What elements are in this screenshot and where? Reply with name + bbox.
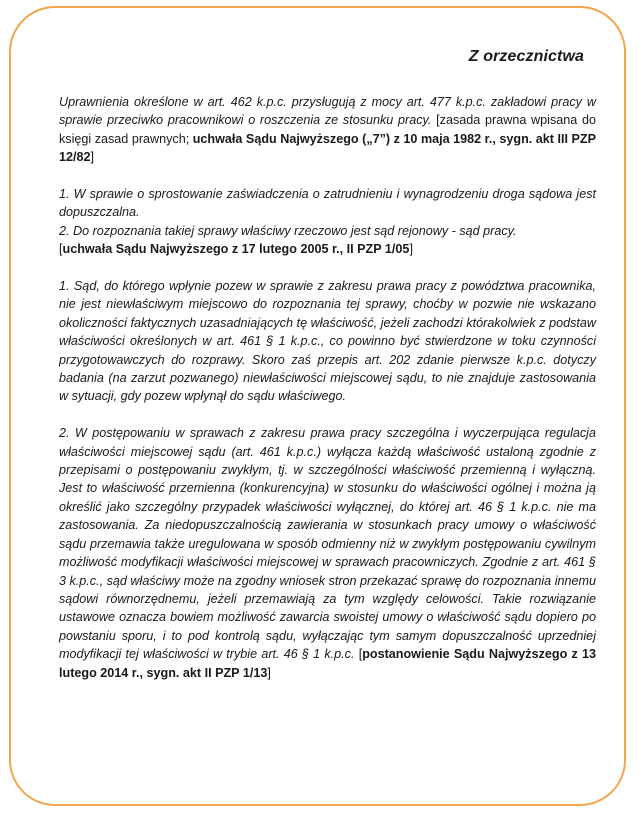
- ruling-1-source-note: [zasada prawna wpisana do księgi zasad prawnych;: [59, 113, 597, 146]
- ruling-4-text: 2. W postępowaniu w sprawach z zakresu prawa pracy szczególna i wyczerpująca regulacja właściwości miejscowej sądu (art. 461 k.p.c.) wyłącza każdą właściwość ustaloną zgodnie z przepisami o postępowaniu zwykłym, tj. w szczególności właściwość przemienną i wyłączną. Jest to właściwość przemienna (konkurencyjna) w stosunku do właściwości ogólnej i można ją określić jako szczególny przypadek właściwości wyłącznej, do której art. 46 § 1 k.p.c. nie ma zastosowania. Za niedopuszczalnością zawierania w stosunkach pracy umowy o właściwość sądu przemawia także uregulowana w sposób odmienny niż w zwykłym postępowaniu cywilnym możliwość modyfikacji właściwości miejscowej w sprawach pracowniczych. Zgodnie z art. 461 § 3 k.p.c., sąd właściwy może na zgodny wniosek stron przekazać sprawę do rozpoznania innemu sądowi równorzędnemu, jeżeli przemawiają za tym względy celowości. Takie rozwiązanie ustawowe oznacza bowiem możliwość zawarcia swoistej umowy o właściwość sądu dopiero po powstaniu sporu, i to pod kontrolą sądu, wyłączając tym samym dopuszczalność uprzedniej modyfikacji tej właściwości w trybie art. 46 § 1 k.p.c.: [59, 426, 596, 662]
- ruling-paragraph-4: [59, 424, 596, 682]
- ruling-paragraph-3: 1. Sąd, do którego wpłynie pozew w sprawie z zakresu prawa pracy z powództwa pracownika, nie jest niewłaściwym miejscowo do rozpoznania tej sprawy, choćby w pozwie nie wskazano okoliczności faktycznych uzasadniających tę właściwość, jeżeli zachodzi którakolwiek z podstaw właściwości określonych w art. 461 § 1 k.p.c., co powinno być stwierdzone w toku czynności przygotowawczych do rozprawy. Skoro zaś przepis art. 202 zdanie pierwsze k.p.c. dotyczy badania (na zarzut pozwanego) niewłaściwości miejscowej sądu, to nie znajduje zastosowania w sytuacji, gdy pozew wpłynął do sądu właściwego.: [59, 279, 596, 404]
- rulings-content: [59, 93, 596, 700]
- ruling-4-source: postanowienie Sądu Najwyższego z 13 lutego 2014 r., sygn. akt II PZP 1/13: [59, 647, 596, 680]
- box-heading: Z orzecznictwa: [468, 48, 584, 65]
- ruling-2-point-2: 2. Do rozpoznania takiej sprawy właściwy rzeczowo jest sąd rejonowy - sąd pracy.: [59, 223, 517, 238]
- ruling-paragraph-1: [59, 93, 596, 167]
- ruling-1-bracket-close: ]: [90, 150, 95, 165]
- ruling-2-point-1: 1. W sprawie o sprostowanie zaświadczenia o zatrudnieniu i wynagrodzeniu droga sądowa jest dopuszczalna.: [59, 187, 596, 220]
- ruling-2-source: uchwała Sądu Najwyższego z 17 lutego 2005 r., II PZP 1/05: [62, 242, 410, 257]
- ruling-paragraph-2: [59, 185, 596, 259]
- ruling-2-bracket-close: ]: [409, 242, 413, 257]
- ruling-2-bracket-open: [: [59, 242, 63, 257]
- ruling-4-bracket-close: ]: [267, 665, 271, 680]
- ruling-4-bracket-open: [: [358, 647, 363, 662]
- quote-box: [9, 6, 626, 806]
- ruling-1-source: uchwała Sądu Najwyższego („7”) z 10 maja 1982 r., sygn. akt III PZP 12/82: [59, 131, 597, 165]
- ruling-1-text: Uprawnienia określone w art. 462 k.p.c. przysługują z mocy art. 477 k.p.c. zakładowi pracy w sprawie przeciwko pracownikowi o roszczenia ze stosunku pracy.: [59, 95, 596, 128]
